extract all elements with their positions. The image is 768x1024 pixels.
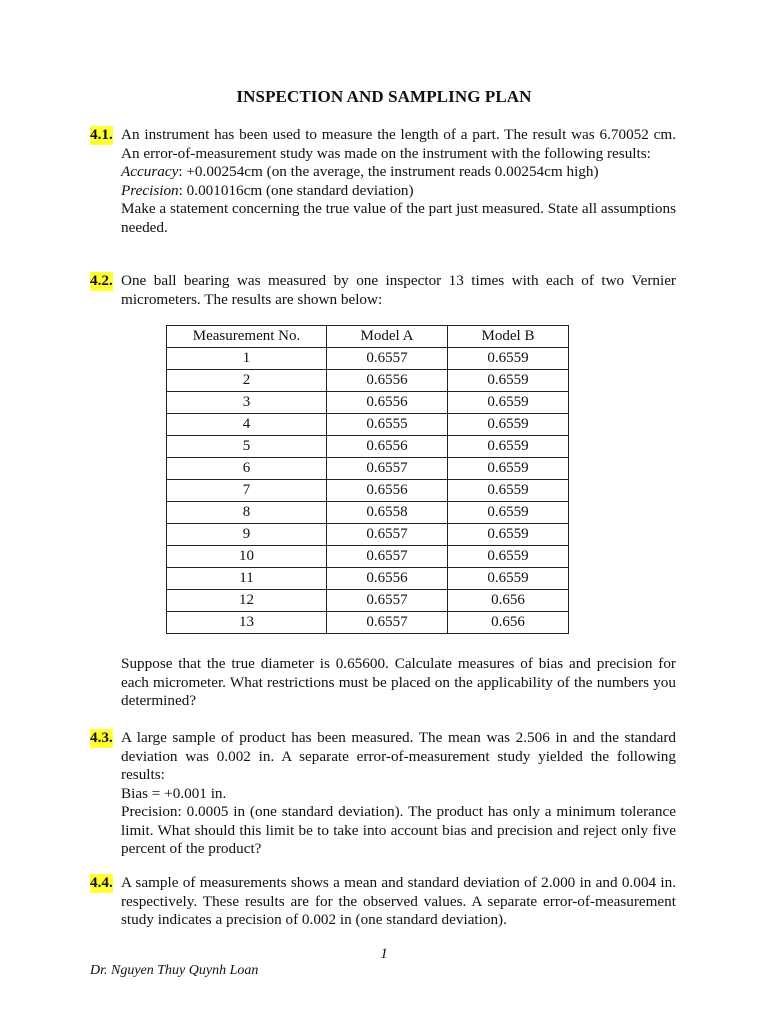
- table-cell: 9: [167, 524, 327, 546]
- precision-label: Precision: [121, 181, 179, 199]
- table-cell: 0.6557: [327, 524, 448, 546]
- problem-text: An instrument has been used to measure the length of a part. The result was 6.70052 cm. An error-of-measurement study was made on the instrument with the following results:: [121, 126, 676, 162]
- table-cell: 0.6555: [327, 414, 448, 436]
- table-cell: 3: [167, 392, 327, 414]
- table-cell: 0.6557: [327, 458, 448, 480]
- table-row: [167, 612, 569, 634]
- problem-text-2: Precision: 0.0005 in (one standard deviation). The product has only a minimum tolerance limit. What should this limit be to take into account bias and precision and reject only five percent of the product?: [121, 803, 676, 857]
- table-cell: 0.6559: [448, 370, 569, 392]
- problem-4-1: [90, 126, 676, 237]
- problem-text-2: Make a statement concerning the true value of the part just measured. State all assumptions needed.: [121, 200, 676, 236]
- accuracy-value: : +0.00254cm (on the average, the instrument reads 0.00254cm high): [178, 163, 599, 180]
- table-cell: 5: [167, 436, 327, 458]
- precision-line: [121, 182, 676, 201]
- table-row: [167, 502, 569, 524]
- problem-text: One ball bearing was measured by one inspector 13 times with each of two Vernier micrometers. The results are shown below:: [121, 272, 676, 308]
- table-cell: 0.6559: [448, 348, 569, 370]
- table-cell: 0.6559: [448, 414, 569, 436]
- table-cell: 13: [167, 612, 327, 634]
- table-cell: 11: [167, 568, 327, 590]
- table-cell: 8: [167, 502, 327, 524]
- precision-value: : 0.001016cm (one standard deviation): [178, 181, 414, 199]
- table-cell: 0.6556: [327, 392, 448, 414]
- table-cell: 0.6559: [448, 546, 569, 568]
- table-cell: 0.6559: [448, 436, 569, 458]
- problem-4-2-question: Suppose that the true diameter is 0.65600. Calculate measures of bias and precision for each micrometer. What restrictions must be placed on the applicability of the numbers you determined?: [121, 655, 676, 709]
- table-cell: 1: [167, 348, 327, 370]
- page-number: 1: [380, 946, 388, 962]
- table-row: [167, 370, 569, 392]
- table-row: [167, 524, 569, 546]
- table-cell: 10: [167, 546, 327, 568]
- table-cell: 0.6559: [448, 458, 569, 480]
- column-header: Model B: [448, 326, 569, 348]
- measurement-table: [166, 325, 569, 634]
- table-cell: 0.6559: [448, 502, 569, 524]
- problem-4-3: [90, 729, 676, 859]
- problem-4-4: [90, 874, 676, 930]
- table-row: [167, 568, 569, 590]
- table-row: [167, 414, 569, 436]
- table-cell: 0.656: [448, 590, 569, 612]
- table-cell: 0.6556: [327, 480, 448, 502]
- table-cell: 0.6559: [448, 392, 569, 414]
- problem-text: A large sample of product has been measured. The mean was 2.506 in and the standard deviation was 0.002 in. A separate error-of-measurement study yielded the following results:: [121, 729, 676, 783]
- table-row: [167, 458, 569, 480]
- table-header-row: [167, 326, 569, 348]
- table-cell: 0.6556: [327, 568, 448, 590]
- accuracy-label: Accuracy: [121, 163, 179, 180]
- table-cell: 6: [167, 458, 327, 480]
- bias-line: Bias = +0.001 in.: [121, 784, 227, 802]
- table-row: [167, 348, 569, 370]
- problem-4-2: [90, 272, 676, 309]
- table-cell: 12: [167, 590, 327, 612]
- problem-number: 4.4.: [90, 874, 113, 891]
- table-row: [167, 392, 569, 414]
- problem-number: 4.2.: [90, 272, 113, 289]
- accuracy-line: [121, 163, 676, 182]
- table-row: [167, 436, 569, 458]
- table-row: [167, 590, 569, 612]
- table-cell: 2: [167, 370, 327, 392]
- table-cell: 0.6556: [327, 436, 448, 458]
- table-cell: 0.6556: [327, 370, 448, 392]
- table-cell: 0.6557: [327, 612, 448, 634]
- page-title: INSPECTION AND SAMPLING PLAN: [236, 87, 532, 106]
- table-cell: 0.6559: [448, 480, 569, 502]
- table-cell: 4: [167, 414, 327, 436]
- table-cell: 0.6557: [327, 546, 448, 568]
- footer-author: Dr. Nguyen Thuy Quynh Loan: [90, 963, 259, 978]
- table-cell: 0.6559: [448, 524, 569, 546]
- table-cell: 0.6558: [327, 502, 448, 524]
- table-cell: 0.656: [448, 612, 569, 634]
- table-row: [167, 546, 569, 568]
- table-cell: 0.6559: [448, 568, 569, 590]
- problem-number: 4.3.: [90, 729, 113, 746]
- problem-number: 4.1.: [90, 126, 113, 143]
- column-header: Model A: [327, 326, 448, 348]
- problem-text: A sample of measurements shows a mean and standard deviation of 2.000 in and 0.004 in. respectively. These results are for the observed values. A separate error-of-measurement study indicates a precision of 0.002 in (one standard deviation).: [121, 874, 676, 928]
- table-cell: 0.6557: [327, 348, 448, 370]
- table-cell: 0.6557: [327, 590, 448, 612]
- table-row: [167, 480, 569, 502]
- table-cell: 7: [167, 480, 327, 502]
- column-header: Measurement No.: [167, 326, 327, 348]
